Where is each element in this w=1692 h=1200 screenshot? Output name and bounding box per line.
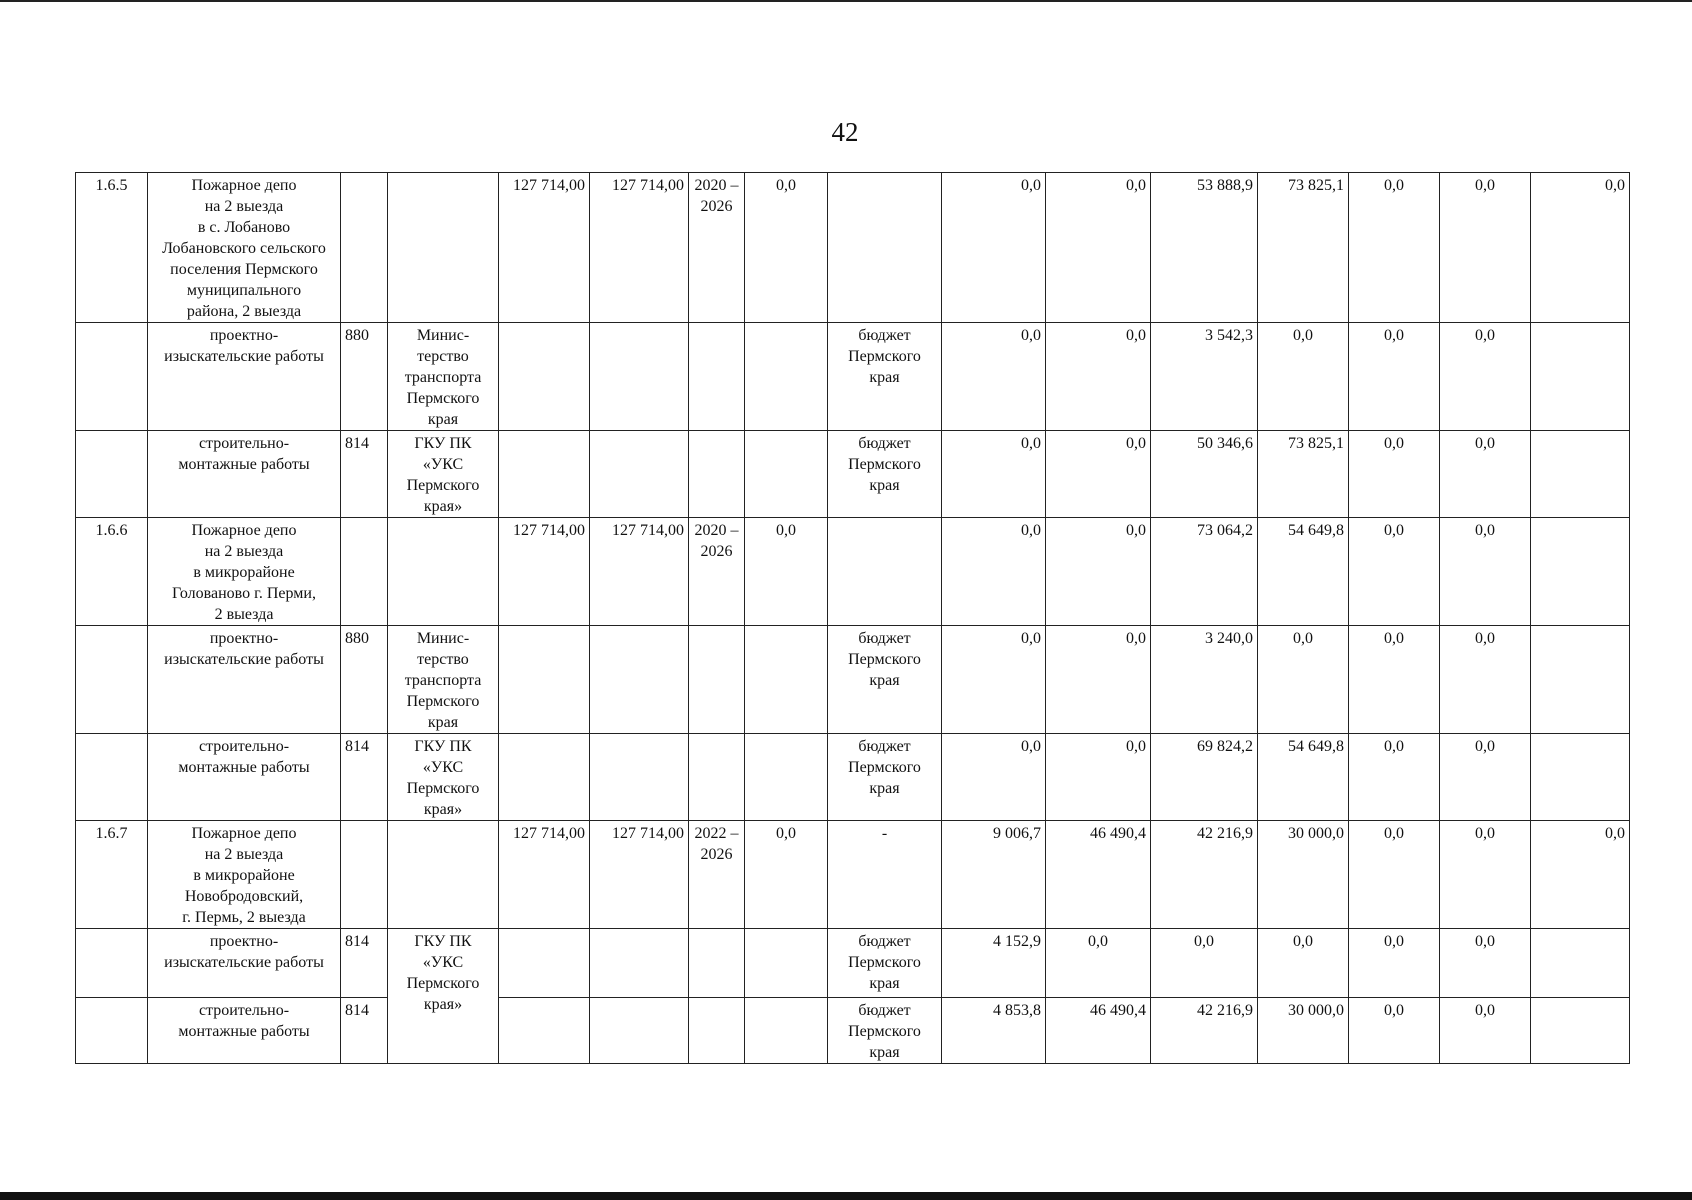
row-id: 1.6.6 xyxy=(76,518,148,626)
year-value-2: 0,0 xyxy=(1046,734,1151,821)
funding-source xyxy=(828,518,942,626)
executor xyxy=(388,518,499,626)
year-value-2: 46 490,4 xyxy=(1046,821,1151,929)
year-value-3: 50 346,6 xyxy=(1151,431,1258,518)
year-value-3: 42 216,9 xyxy=(1151,821,1258,929)
year-value-1: 0,0 xyxy=(942,323,1046,431)
total-cost xyxy=(499,431,590,518)
prior-financing: 0,0 xyxy=(745,173,828,323)
year-value-6: 0,0 xyxy=(1440,323,1531,431)
total-cost: 127 714,00 xyxy=(499,173,590,323)
year-value-3: 3 240,0 xyxy=(1151,626,1258,734)
implementation-period: 2022 – 2026 xyxy=(689,821,745,929)
implementation-period xyxy=(689,734,745,821)
total-cost: 127 714,00 xyxy=(499,518,590,626)
year-value-5: 0,0 xyxy=(1349,323,1440,431)
year-value-1: 4 853,8 xyxy=(942,998,1046,1064)
year-value-4: 30 000,0 xyxy=(1258,821,1349,929)
work-type: проектно- изыскательские работы xyxy=(148,626,341,734)
year-value-6: 0,0 xyxy=(1440,821,1531,929)
prior-financing xyxy=(745,734,828,821)
page-number: 42 xyxy=(831,117,859,147)
year-value-3: 42 216,9 xyxy=(1151,998,1258,1064)
estimated-cost xyxy=(590,431,689,518)
estimated-cost: 127 714,00 xyxy=(590,821,689,929)
year-value-1: 0,0 xyxy=(942,518,1046,626)
executor xyxy=(388,821,499,929)
year-value-4: 30 000,0 xyxy=(1258,998,1349,1064)
year-value-3: 0,0 xyxy=(1151,929,1258,998)
year-value-7 xyxy=(1531,626,1630,734)
row-id xyxy=(76,323,148,431)
year-value-7: 0,0 xyxy=(1531,173,1630,323)
year-value-7 xyxy=(1531,998,1630,1064)
implementation-period xyxy=(689,323,745,431)
row-id xyxy=(76,431,148,518)
year-value-7 xyxy=(1531,518,1630,626)
year-value-2: 0,0 xyxy=(1046,626,1151,734)
object-name: Пожарное депо на 2 выезда в микрорайоне Новобродовский, г. Пермь, 2 выезда xyxy=(148,821,341,929)
year-value-6: 0,0 xyxy=(1440,626,1531,734)
year-value-6: 0,0 xyxy=(1440,173,1531,323)
year-value-7 xyxy=(1531,431,1630,518)
budget-code: 814 xyxy=(341,431,388,518)
funding-source: бюджет Пермского края xyxy=(828,323,942,431)
executor: Минис- терство транспорта Пермского края xyxy=(388,626,499,734)
table-row xyxy=(76,929,1630,998)
estimated-cost xyxy=(590,323,689,431)
implementation-period xyxy=(689,431,745,518)
row-id: 1.6.5 xyxy=(76,173,148,323)
year-value-6: 0,0 xyxy=(1440,431,1531,518)
year-value-1: 4 152,9 xyxy=(942,929,1046,998)
work-type: строительно- монтажные работы xyxy=(148,734,341,821)
budget-code: 814 xyxy=(341,998,388,1064)
prior-financing xyxy=(745,323,828,431)
year-value-4: 73 825,1 xyxy=(1258,173,1349,323)
year-value-2: 0,0 xyxy=(1046,431,1151,518)
budget-code: 880 xyxy=(341,626,388,734)
year-value-7: 0,0 xyxy=(1531,821,1630,929)
year-value-6: 0,0 xyxy=(1440,734,1531,821)
total-cost xyxy=(499,734,590,821)
year-value-6: 0,0 xyxy=(1440,929,1531,998)
executor: Минис- терство транспорта Пермского края xyxy=(388,323,499,431)
year-value-2: 0,0 xyxy=(1046,929,1151,998)
year-value-1: 9 006,7 xyxy=(942,821,1046,929)
estimated-cost xyxy=(590,998,689,1064)
funding-source: бюджет Пермского края xyxy=(828,998,942,1064)
table-row xyxy=(76,518,1630,626)
implementation-period: 2020 – 2026 xyxy=(689,518,745,626)
total-cost xyxy=(499,323,590,431)
year-value-2: 0,0 xyxy=(1046,173,1151,323)
table-row xyxy=(76,626,1630,734)
year-value-5: 0,0 xyxy=(1349,173,1440,323)
prior-financing: 0,0 xyxy=(745,821,828,929)
estimated-cost xyxy=(590,734,689,821)
budget-code: 880 xyxy=(341,323,388,431)
funding-source: бюджет Пермского края xyxy=(828,929,942,998)
year-value-2: 0,0 xyxy=(1046,518,1151,626)
implementation-period xyxy=(689,626,745,734)
year-value-5: 0,0 xyxy=(1349,821,1440,929)
year-value-5: 0,0 xyxy=(1349,626,1440,734)
estimated-cost xyxy=(590,626,689,734)
prior-financing xyxy=(745,626,828,734)
work-type: строительно- монтажные работы xyxy=(148,431,341,518)
table-row xyxy=(76,173,1630,323)
prior-financing xyxy=(745,929,828,998)
year-value-1: 0,0 xyxy=(942,626,1046,734)
table-row xyxy=(76,734,1630,821)
executor: ГКУ ПК «УКС Пермского края» xyxy=(388,431,499,518)
prior-financing: 0,0 xyxy=(745,518,828,626)
year-value-5: 0,0 xyxy=(1349,734,1440,821)
year-value-4: 54 649,8 xyxy=(1258,518,1349,626)
budget-code xyxy=(341,173,388,323)
year-value-1: 0,0 xyxy=(942,173,1046,323)
year-value-3: 69 824,2 xyxy=(1151,734,1258,821)
executor xyxy=(388,173,499,323)
table-row xyxy=(76,431,1630,518)
total-cost xyxy=(499,626,590,734)
year-value-4: 54 649,8 xyxy=(1258,734,1349,821)
budget-code xyxy=(341,518,388,626)
year-value-4: 0,0 xyxy=(1258,626,1349,734)
year-value-7 xyxy=(1531,929,1630,998)
prior-financing xyxy=(745,431,828,518)
year-value-5: 0,0 xyxy=(1349,431,1440,518)
year-value-6: 0,0 xyxy=(1440,518,1531,626)
prior-financing xyxy=(745,998,828,1064)
year-value-1: 0,0 xyxy=(942,431,1046,518)
year-value-3: 3 542,3 xyxy=(1151,323,1258,431)
row-id: 1.6.7 xyxy=(76,821,148,929)
total-cost: 127 714,00 xyxy=(499,821,590,929)
row-id xyxy=(76,929,148,998)
work-type: строительно- монтажные работы xyxy=(148,998,341,1064)
year-value-7 xyxy=(1531,734,1630,821)
implementation-period xyxy=(689,998,745,1064)
year-value-5: 0,0 xyxy=(1349,518,1440,626)
estimated-cost xyxy=(590,929,689,998)
executor: ГКУ ПК «УКС Пермского края» xyxy=(388,929,499,1064)
year-value-4: 73 825,1 xyxy=(1258,431,1349,518)
budget-code: 814 xyxy=(341,734,388,821)
row-id xyxy=(76,626,148,734)
year-value-4: 0,0 xyxy=(1258,323,1349,431)
estimated-cost: 127 714,00 xyxy=(590,518,689,626)
funding-source: бюджет Пермского края xyxy=(828,431,942,518)
implementation-period: 2020 – 2026 xyxy=(689,173,745,323)
object-name: Пожарное депо на 2 выезда в микрорайоне Голованово г. Перми, 2 выезда xyxy=(148,518,341,626)
year-value-5: 0,0 xyxy=(1349,929,1440,998)
year-value-7 xyxy=(1531,323,1630,431)
total-cost xyxy=(499,998,590,1064)
year-value-4: 0,0 xyxy=(1258,929,1349,998)
table-row xyxy=(76,998,1630,1064)
funding-source: бюджет Пермского края xyxy=(828,626,942,734)
table-body xyxy=(76,173,1630,1064)
work-type: проектно- изыскательские работы xyxy=(148,929,341,998)
budget-code xyxy=(341,821,388,929)
executor: ГКУ ПК «УКС Пермского края» xyxy=(388,734,499,821)
year-value-2: 46 490,4 xyxy=(1046,998,1151,1064)
table-row xyxy=(76,821,1630,929)
implementation-period xyxy=(689,929,745,998)
funding-source: бюджет Пермского края xyxy=(828,734,942,821)
year-value-6: 0,0 xyxy=(1440,998,1531,1064)
work-type: проектно- изыскательские работы xyxy=(148,323,341,431)
funding-source: - xyxy=(828,821,942,929)
object-name: Пожарное депо на 2 выезда в с. Лобаново Лобановского сельского поселения Пермского муниципального района, 2 выезда xyxy=(148,173,341,323)
year-value-3: 53 888,9 xyxy=(1151,173,1258,323)
funding-source xyxy=(828,173,942,323)
page-top-edge xyxy=(0,0,1692,2)
budget-code: 814 xyxy=(341,929,388,998)
row-id xyxy=(76,998,148,1064)
table-row xyxy=(76,323,1630,431)
total-cost xyxy=(499,929,590,998)
year-value-2: 0,0 xyxy=(1046,323,1151,431)
row-id xyxy=(76,734,148,821)
budget-table xyxy=(75,172,1630,1064)
year-value-1: 0,0 xyxy=(942,734,1046,821)
year-value-5: 0,0 xyxy=(1349,998,1440,1064)
page-bottom-edge xyxy=(0,1192,1692,1200)
estimated-cost: 127 714,00 xyxy=(590,173,689,323)
year-value-3: 73 064,2 xyxy=(1151,518,1258,626)
